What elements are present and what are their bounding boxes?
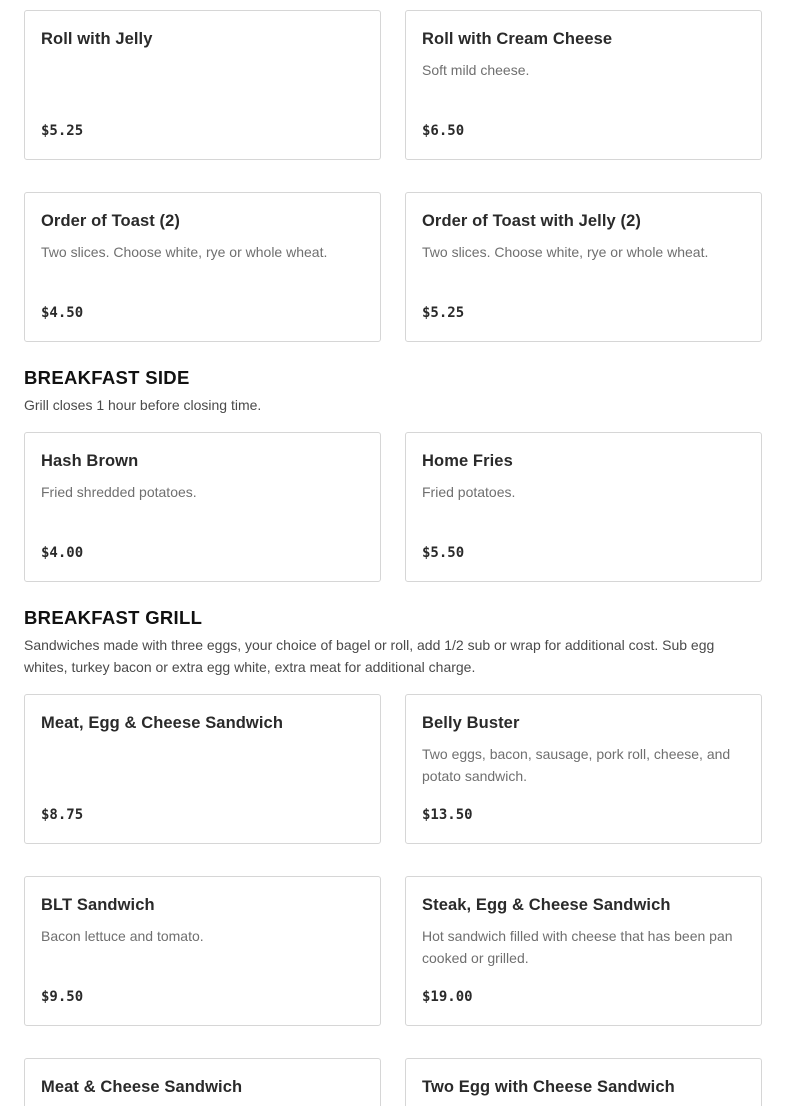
item-name: Meat, Egg & Cheese Sandwich [41, 714, 284, 732]
item-description: Two slices. Choose white, rye or whole wheat. [422, 244, 709, 260]
item-name: Roll with Jelly [41, 30, 153, 48]
menu-item-card[interactable] [405, 192, 762, 342]
item-price: $5.50 [422, 545, 465, 561]
item-price: $5.25 [422, 305, 465, 321]
menu-item-card[interactable] [24, 432, 381, 582]
item-name: Two Egg with Cheese Sandwich [422, 1078, 675, 1096]
menu-item-card[interactable] [24, 876, 381, 1026]
item-description: Two eggs, bacon, sausage, pork roll, cheese, and potato sandwich. [422, 746, 731, 784]
menu-item-card[interactable] [24, 192, 381, 342]
item-description: Hot sandwich filled with cheese that has been pan cooked or grilled. [422, 928, 733, 966]
item-description: Bacon lettuce and tomato. [41, 928, 204, 944]
item-price: $19.00 [422, 989, 473, 1005]
menu-item-card[interactable] [405, 694, 762, 844]
item-price: $9.50 [41, 989, 84, 1005]
item-name: Order of Toast with Jelly (2) [422, 212, 641, 230]
menu-item-card[interactable] [405, 876, 762, 1026]
item-price: $8.75 [41, 807, 84, 823]
item-price: $6.50 [422, 123, 465, 139]
menu-item-card[interactable] [24, 1058, 381, 1106]
menu-item-card[interactable] [405, 10, 762, 160]
item-price: $5.25 [41, 123, 84, 139]
item-price: $13.50 [422, 807, 473, 823]
section-title: BREAKFAST SIDE [24, 367, 190, 388]
item-name: Hash Brown [41, 452, 139, 470]
item-price: $4.00 [41, 545, 84, 561]
section-title: BREAKFAST GRILL [24, 607, 203, 628]
item-name: Roll with Cream Cheese [422, 30, 613, 48]
menu-item-card[interactable] [405, 432, 762, 582]
section-description: Grill closes 1 hour before closing time. [24, 397, 262, 413]
item-description: Two slices. Choose white, rye or whole wheat. [41, 244, 328, 260]
item-price: $4.50 [41, 305, 84, 321]
item-name: Belly Buster [422, 714, 520, 732]
item-name: BLT Sandwich [41, 896, 155, 914]
item-name: Steak, Egg & Cheese Sandwich [422, 896, 671, 914]
item-description: Fried potatoes. [422, 484, 516, 500]
item-name: Home Fries [422, 452, 513, 470]
item-description: Fried shredded potatoes. [41, 484, 197, 500]
menu-item-card[interactable] [405, 1058, 762, 1106]
section-description: Sandwiches made with three eggs, your choice of bagel or roll, add 1/2 sub or wrap for additional cost. Sub egg whites, turkey bacon or extra egg white, extra meat for additional charge. [24, 637, 715, 675]
item-name: Order of Toast (2) [41, 212, 181, 230]
menu-item-card[interactable] [24, 10, 381, 160]
item-description: Soft mild cheese. [422, 62, 530, 78]
menu-item-card[interactable] [24, 694, 381, 844]
item-name: Meat & Cheese Sandwich [41, 1078, 243, 1096]
